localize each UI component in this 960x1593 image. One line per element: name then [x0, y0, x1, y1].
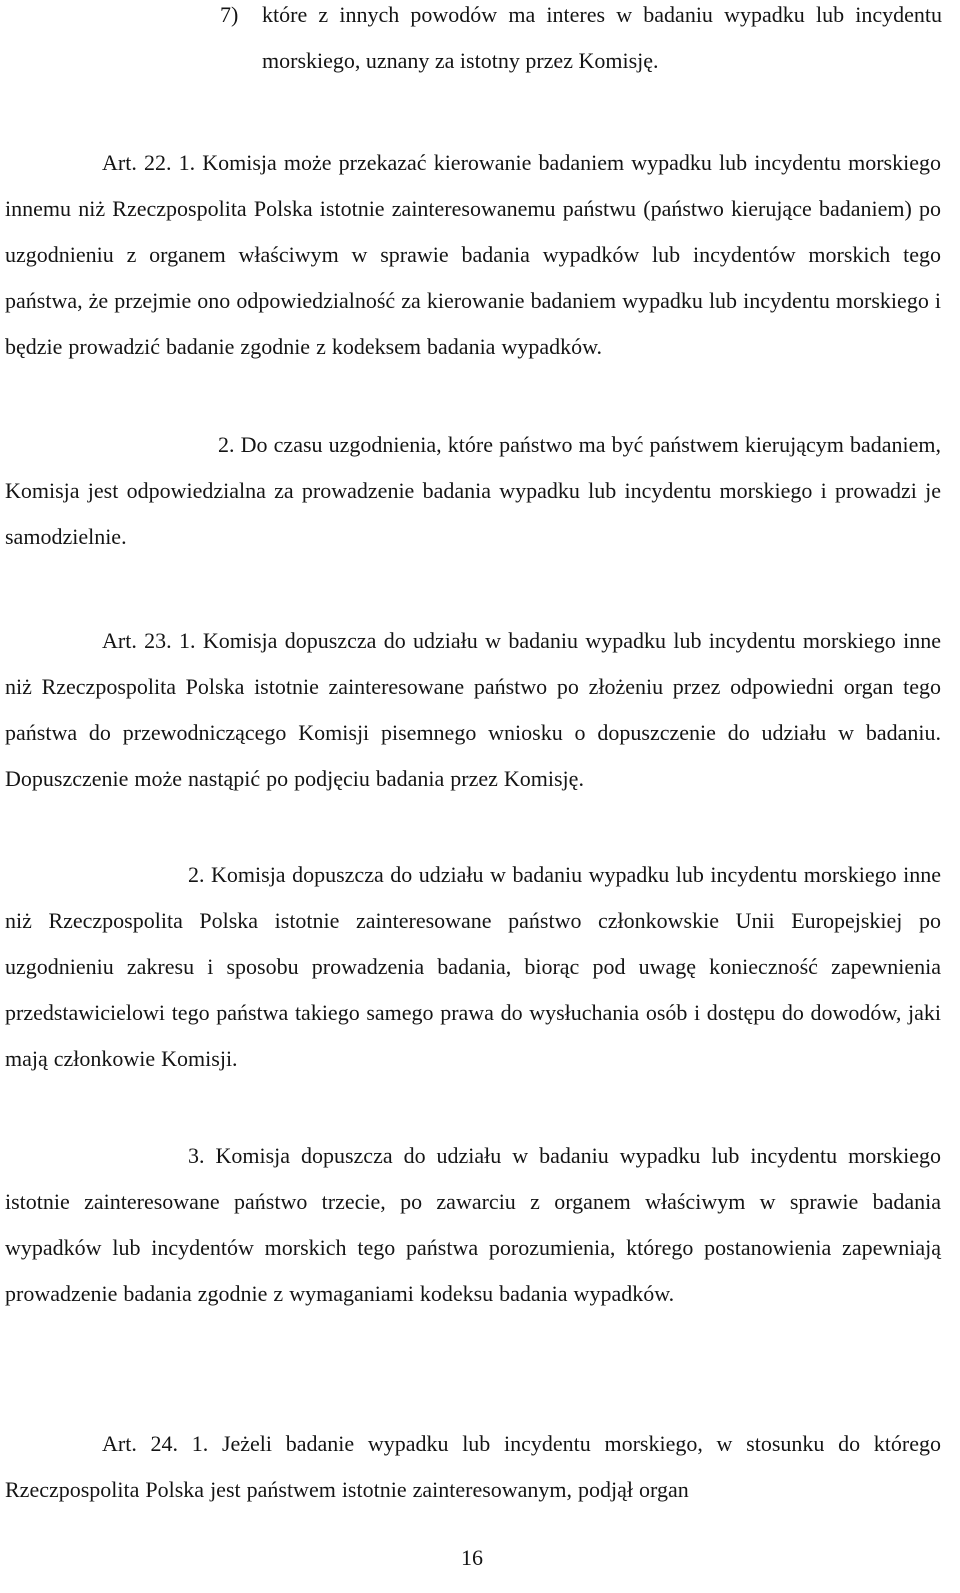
art-23-paragraph-1: Art. 23. 1. Komisja dopuszcza do udziału w badaniu wypadku lub incydentu morskiego inne niż Rzeczpospolita Polska istotnie zainteresowane państwo po złożeniu przez odpowiedni organ tego państwa do przewodniczącego Komisji pisemnego wniosku o dopuszczenie do udziału w badaniu. Dopuszczenie może nastąpić po podjęciu badania przez Komisję.	[5, 628, 941, 791]
art-23-paragraph-2: 2. Komisja dopuszcza do udziału w badaniu wypadku lub incydentu morskiego inne niż Rzeczpospolita Polska istotnie zainteresowane państwo członkowskie Unii Europejskiej po uzgodnieniu zakresu i sposobu prowadzenia badania, biorąc pod uwagę konieczność zapewnienia przedstawicielowi tego państwa takiego samego prawa do wysłuchania osób i dostępu do dowodów, jaki mają członkowie Komisji.	[5, 862, 941, 1071]
list-item-number: 7)	[220, 2, 239, 27]
list-item-text: które z innych powodów ma interes w badaniu wypadku lub incydentu morskiego, uznany za istotny przez Komisję.	[262, 2, 942, 73]
page-number: 16	[461, 1545, 483, 1570]
art-22-paragraph-2: 2. Do czasu uzgodnienia, które państwo ma być państwem kierującym badaniem, Komisja jest odpowiedzialna za prowadzenie badania wypadku lub incydentu morskiego i prowadzi je samodzielnie.	[5, 432, 941, 549]
art-24-paragraph-1: Art. 24. 1. Jeżeli badanie wypadku lub incydentu morskiego, w stosunku do którego Rzeczpospolita Polska jest państwem istotnie zainteresowanym, podjął organ	[5, 1431, 941, 1502]
art-22-paragraph-1: Art. 22. 1. Komisja może przekazać kierowanie badaniem wypadku lub incydentu morskiego innemu niż Rzeczpospolita Polska istotnie zainteresowanemu państwu (państwo kierujące badaniem) po uzgodnieniu z organem właściwym w sprawie badania wypadków lub incydentów morskich tego państwa, że przejmie ono odpowiedzialność za kierowanie badaniem wypadku lub incydentu morskiego i będzie prowadzić badanie zgodnie z kodeksem badania wypadków.	[5, 150, 941, 359]
art-23-paragraph-3: 3. Komisja dopuszcza do udziału w badaniu wypadku lub incydentu morskiego istotnie zainteresowane państwo trzecie, po zawarciu z organem właściwym w sprawie badania wypadków lub incydentów morskich tego państwa porozumienia, którego postanowienia zapewniają prowadzenie badania zgodnie z wymaganiami kodeksu badania wypadków.	[5, 1143, 941, 1306]
list-item-7	[220, 0, 942, 84]
